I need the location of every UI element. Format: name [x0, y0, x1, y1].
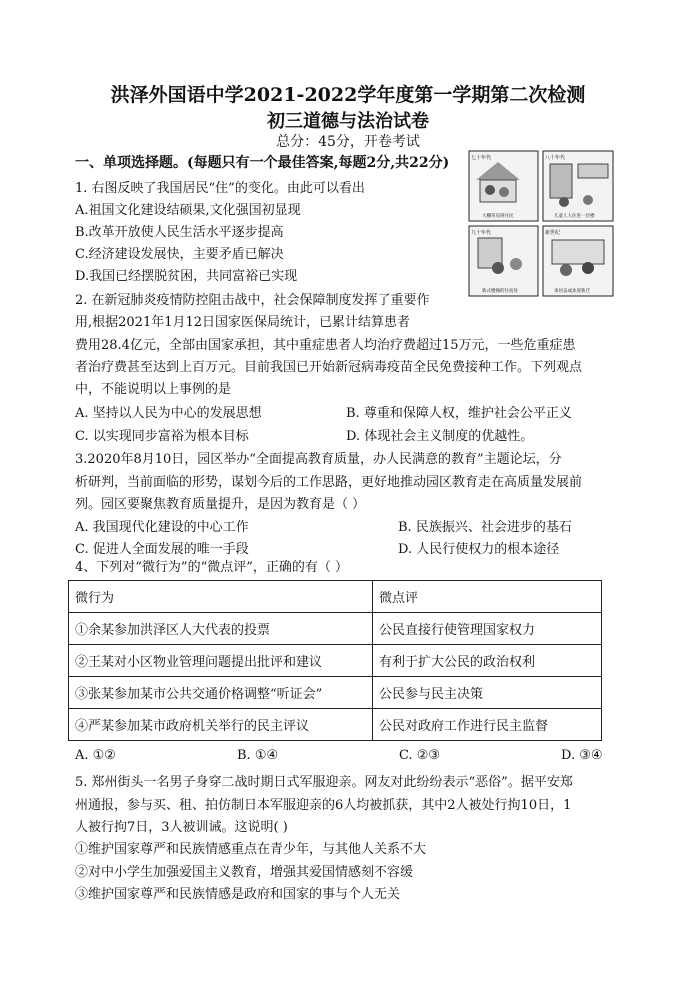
- q2-stem-line-5: 中，不能说明以上事例的是: [75, 382, 232, 397]
- comic-panel-4: [543, 226, 613, 296]
- q3-option-a: A. 我国现代化建设的中心工作: [75, 520, 249, 535]
- table-header-cell: 微点评: [373, 581, 602, 613]
- q5-stem-line-1: 5. 郑州街头一名男子身穿二战时期日式军服迎亲。网友对此纷纷表示“恶俗”。据平安郑: [75, 775, 573, 790]
- q4-table: [68, 580, 602, 741]
- table-header-row: [69, 581, 602, 613]
- comic-subcaption-4: 承居奋成欢迎新迁: [554, 289, 590, 294]
- q1-stem: 1. 右图反映了我国居民“住”的变化。由此可以看出: [75, 181, 365, 196]
- exam-subtitle: 初三道德与法治试卷: [267, 111, 429, 132]
- q2-stem-line-1: 2. 在新冠肺炎疫情防控阻击战中，社会保障制度发挥了重要作: [75, 293, 430, 308]
- q3-option-c: C. 促进人全面发展的唯一手段: [75, 542, 249, 557]
- q2-stem-line-3: 费用28.4亿元，全部由国家承担，其中重症患者人均治疗费超过15万元，一些危重症患: [75, 338, 576, 353]
- q5-stem-line-2: 州通报，参与买、租、拍仿制日本军服迎亲的6人均被抓获，其中2人被处行拘10日，1: [75, 798, 572, 813]
- q5-statement-2: ②对中小学生加强爱国主义教育，增强其爱国情感刻不容缓: [75, 865, 414, 880]
- table-cell: 公民参与民主决策: [373, 677, 602, 709]
- table-cell: 有利于扩大公民的政治权利: [373, 645, 602, 677]
- q1-option-c: C.经济建设发展快，主要矛盾已解决: [75, 247, 284, 262]
- q3-option-b: B. 民族振兴、社会进步的基石: [398, 520, 572, 535]
- table-cell: 公民直接行使管理国家权力: [373, 613, 602, 645]
- comic-subcaption-1: 大棚草房挤住民: [482, 214, 514, 219]
- comic-panel-3: [469, 226, 538, 296]
- score-info: 总分：45分，开卷考试: [276, 134, 420, 150]
- q2-option-a: A. 坚持以人民为中心的发展思想: [75, 406, 262, 421]
- q2-option-b: B. 尊重和保障人权，维护社会公平正义: [346, 406, 572, 421]
- table-row: [69, 613, 602, 645]
- q4-option-d: D. ③④: [561, 748, 603, 763]
- q2-option-c: C. 以实现同步富裕为根本目标: [75, 429, 249, 444]
- q1-option-d: D.我国已经摆脱贫困，共同富裕已实现: [75, 269, 298, 284]
- q2-option-d: D. 体现社会主义制度的优越性。: [346, 429, 534, 444]
- table-row: [69, 677, 602, 709]
- comic-subcaption-2: 儿童人人住进一层楼: [554, 214, 595, 219]
- table-cell: ③张某参加某市公共交通价格调整“听证会”: [69, 677, 373, 709]
- comic-caption-2: 八十年代: [545, 155, 566, 161]
- q1-option-a: A.祖国文化建设结硕果,文化强国初显现: [75, 203, 301, 218]
- q4-stem: 4、下列对“微行为”的“微点评”，正确的有（ ）: [75, 560, 348, 575]
- section-heading: 一、单项选择题。(每题只有一个最佳答案,每题2分,共22分): [75, 155, 450, 171]
- table-cell: ④严某参加某市政府机关举行的民主评议: [69, 709, 373, 741]
- q4-option-b: B. ①④: [237, 748, 279, 763]
- q4-option-c: C. ②③: [399, 748, 441, 763]
- exam-title: 洪泽外国语中学2021-2022学年度第一学期第二次检测: [110, 84, 586, 106]
- q5-statement-3: ③维护国家尊严和民族情感是政府和国家的事与个人无关: [75, 887, 401, 902]
- table-cell: 公民对政府工作进行民主监督: [373, 709, 602, 741]
- comic-caption-4: 新世纪: [545, 230, 561, 236]
- table-header-cell: 微行为: [69, 581, 373, 613]
- comic-panel-2: [543, 151, 613, 221]
- comic-subcaption-3: 新式楼阁的住宿处: [482, 289, 518, 294]
- q2-stem-line-2: 用,根据2021年1月12日国家医保局统计，已累计结算患者: [75, 315, 411, 330]
- comic-panel-1: [469, 151, 538, 221]
- housing-change-comic: [468, 150, 614, 298]
- q1-option-b: B.改革开放使人民生活水平逐步提高: [75, 225, 284, 240]
- q3-stem-line-1: 3.2020年8月10日，园区举办“全面提高教育质量，办人民满意的教育”主题论坛，分: [75, 452, 562, 467]
- comic-caption-1: 七十年代: [471, 155, 492, 161]
- table-cell: ②王某对小区物业管理问题提出批评和建议: [69, 645, 373, 677]
- table-row: [69, 709, 602, 741]
- q5-stem-line-3: 人被行拘7日，3人被训诫。这说明( ): [75, 820, 288, 835]
- q2-stem-line-4: 者治疗费甚至达到上百万元。目前我国已开始新冠病毒疫苗全民免费接种工作。下列观点: [75, 360, 583, 375]
- table-cell: ①余某参加洪泽区人大代表的投票: [69, 613, 373, 645]
- q3-stem-line-3: 列。园区要聚焦教育质量提升，是因为教育是（ ）: [75, 497, 366, 512]
- q3-option-d: D. 人民行使权力的根本途径: [398, 542, 560, 557]
- q5-statement-1: ①维护国家尊严和民族情感重点在青少年，与其他人关系不大: [75, 842, 427, 857]
- q3-stem-line-2: 析研判，当前面临的形势，谋划今后的工作思路，更好地推动园区教育走在高质量发展前: [75, 475, 583, 490]
- q4-option-a: A. ①②: [75, 748, 116, 763]
- table-row: [69, 645, 602, 677]
- comic-caption-3: 九十年代: [471, 230, 492, 236]
